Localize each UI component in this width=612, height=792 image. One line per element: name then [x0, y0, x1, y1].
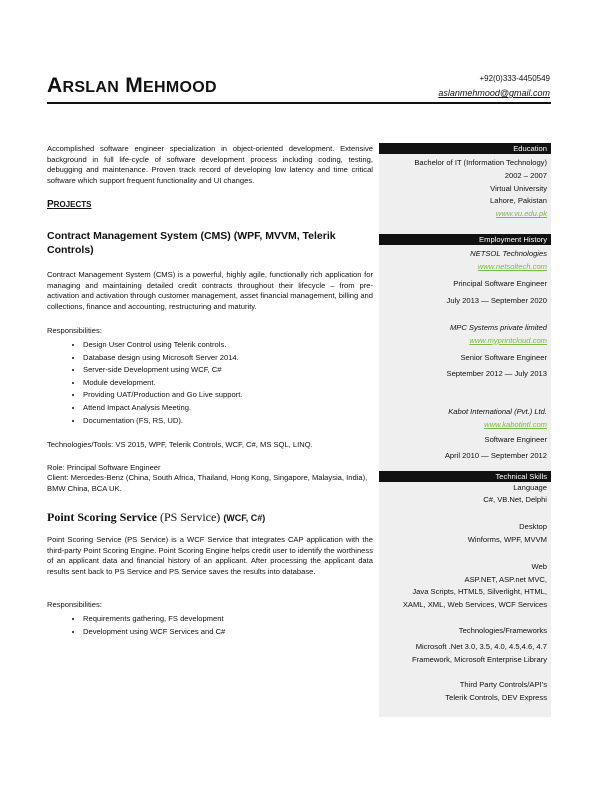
skill-label: Third Party Controls/API’s [459, 680, 547, 690]
skill-value: Winforms, WPF, MVVM [467, 534, 547, 544]
list-item: • Development using WCF Services and C# [83, 626, 373, 639]
phone-number: +92(0)333-4450549 [479, 74, 550, 83]
company-name: NETSOL Technologies [470, 248, 547, 258]
school-link[interactable]: www.vu.edu.pk [495, 209, 547, 219]
company-link[interactable]: www.netsoltech.com [477, 261, 547, 271]
skill-label: Web [531, 561, 547, 571]
list-item: • Requirements gathering, FS development [83, 613, 373, 626]
skill-value: Microsoft .Net 3.0, 3.5, 4.0, 4.5,4.6, 4.7 [415, 641, 547, 651]
list-item: • Server-side Development using WCF, C# [83, 364, 373, 377]
skill-value: XAML, XML, Web Services, WCF Services [402, 600, 547, 610]
project-title-ps: Point Scoring Service (PS Service) (WCF, C#) [47, 510, 266, 525]
header-divider [47, 102, 551, 104]
company-link[interactable]: www.myprintcloud.com [469, 335, 547, 345]
responsibilities-label: Responsibilities: [47, 600, 102, 610]
skill-value: C#, VB.Net, Delphi [483, 495, 547, 505]
list-item: • Documentation (FS, RS, UD). [83, 415, 373, 428]
list-item: • Module development. [83, 377, 373, 390]
contact-block [438, 72, 550, 100]
project-title-cms: Contract Management System (CMS) (WPF, MVVM, Telerik Controls) [47, 229, 336, 256]
responsibilities-list-ps [47, 613, 373, 638]
email-link[interactable]: aslanmehmood@gmail.com [438, 88, 550, 98]
education-heading: Education [379, 143, 551, 154]
responsibilities-label: Responsibilities: [47, 326, 102, 336]
skill-value: Java Scripts, HTML5, Silverlight, HTML, [412, 587, 547, 597]
degree-years: 2002 – 2007 [504, 170, 547, 180]
company-name: MPC Systems private limited [449, 323, 547, 333]
skill-label: Desktop [519, 522, 547, 532]
role-cms: Role: Principal Software Engineer [47, 462, 161, 472]
project-description-cms: Contract Management System (CMS) is a powerful, highly agile, functionally rich application for managing and maintaining detailed credit contracts throughout their lifecycle – from pre-activation and activation through customer management, asset financial management, billing and collections, finance and accounting, restructuring and maturity. [47, 269, 373, 311]
job-dates: April 2010 — September 2012 [444, 450, 547, 460]
job-title: Principal Software Engineer [453, 278, 547, 288]
job-dates: July 2013 — September 2020 [446, 296, 547, 306]
company-link[interactable]: www.kabotintl.com [484, 420, 547, 430]
skill-value: Framework, Microsoft Enterprise Library [411, 654, 547, 664]
skill-label: Technologies/Frameworks [458, 625, 547, 635]
skill-value: Telerik Controls, DEV Express [445, 693, 547, 703]
employment-heading: Employment History [379, 234, 551, 245]
responsibilities-list-cms [47, 339, 373, 427]
skill-label: Language [513, 482, 547, 492]
list-item: • Database design using Microsoft Server 2014. [83, 352, 373, 365]
summary: Accomplished software engineer specialization in object-oriented development. Extensive background in full life-cycle of software development process including coding, testing, debugging and maintenance. Proven track record of developing low latency and time critical software which support frequent functionality and UI changes. [47, 144, 373, 185]
main-column [47, 144, 373, 638]
list-item: • Design User Control using Telerik controls. [83, 339, 373, 352]
candidate-name: ARSLAN MEHMOOD [47, 74, 217, 97]
skill-value: ASP.NET, ASP.net MVC, [464, 574, 547, 584]
school: Virtual University [490, 183, 547, 193]
projects-heading: PROJECTS [47, 199, 92, 211]
client-cms: Client: Mercedes-Benz (China, South Africa, Thailand, Hong Kong, Singapore, Malaysia, India), BMW China, BCA UK. [47, 473, 368, 493]
sidebar [379, 143, 551, 717]
technologies-cms: Technologies/Tools: VS 2015, WPF, Telerik Controls, WCF, C#, MS SQL, LINQ. [47, 440, 313, 450]
school-location: Lahore, Pakistan [490, 196, 547, 206]
company-name: Kabot International (Pvt.) Ltd. [448, 407, 547, 417]
job-title: Senior Software Engineer [460, 352, 547, 362]
job-title: Software Engineer [484, 434, 547, 444]
list-item: • Attend Impact Analysis Meeting. [83, 402, 373, 415]
project-description-ps: Point Scoring Service (PS Service) is a WCF Service that integrates CAP application with the third-party Point Scoring Engine. Point Scoring Engine helps credit user to identify the worthiness of an applicant data and financial history of an applicant. After processing the applicant data results sent back to PS Service and PS Service saves the results into database. [47, 535, 373, 576]
list-item: • Providing UAT/Production and Go Live support. [83, 389, 373, 402]
job-dates: September 2012 — July 2013 [446, 368, 547, 378]
degree: Bachelor of IT (Information Technology) [414, 158, 547, 167]
skills-heading: Technical Skills [379, 471, 551, 482]
